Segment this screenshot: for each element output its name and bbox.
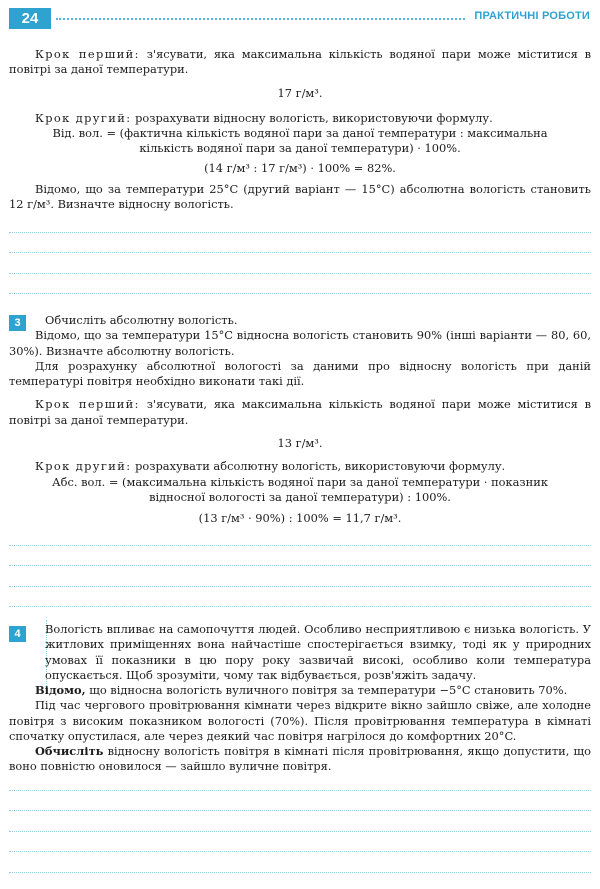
answer-line[interactable] bbox=[9, 212, 591, 233]
task4-para2 bbox=[9, 683, 591, 698]
step1-value: 17 г/м³. bbox=[277, 85, 323, 100]
task3-formula-line1: Абс. вол. = (максимальна кількість водяної пари за даної температури · показник bbox=[52, 474, 548, 489]
answer-line[interactable] bbox=[9, 791, 591, 812]
task4-badge: 4 bbox=[9, 626, 26, 642]
task3-step2-text: розрахувати абсолютну вологість, використовуючи формулу. bbox=[131, 459, 506, 474]
answer-line[interactable] bbox=[9, 274, 591, 295]
task4-para2-rest: що відносна вологість вуличного повітря за температури −5°C становить 70%. bbox=[85, 683, 568, 697]
task-statement: Відомо, що за температури 25°C (другий варіант — 15°C) абсолютна вологість становить 12 г/м³. Визначте відносну вологість. bbox=[9, 182, 591, 212]
task3-title: Обчисліть абсолютну вологість. bbox=[45, 313, 238, 327]
answer-line[interactable] bbox=[9, 546, 591, 567]
answer-line[interactable] bbox=[9, 832, 591, 853]
task3-formula-line2: відносної вологості за даної температури) : 100%. bbox=[149, 489, 451, 504]
step1-text: з'ясувати, яка максимальна кількість водяної пари може міститися в повітрі за даної температури. bbox=[9, 47, 591, 77]
step1-paragraph bbox=[9, 47, 591, 78]
answer-lines-1[interactable] bbox=[9, 212, 591, 294]
step1-label: Крок перший: bbox=[35, 47, 140, 61]
answer-line[interactable] bbox=[9, 566, 591, 587]
answer-lines-3[interactable] bbox=[9, 770, 591, 873]
task4-para4-rest: відносну вологість повітря в кімнаті після провітрювання, якщо допустити, що воно повністю оновилося — зайшло вуличне повітря. bbox=[9, 744, 591, 774]
task3-step1-text: з'ясувати, яка максимальна кількість водяної пари може міститися в повітрі за даної температури. bbox=[9, 397, 591, 427]
task4-block bbox=[45, 622, 591, 683]
task3-step2-label: Крок другий: bbox=[35, 459, 132, 474]
task3-step1 bbox=[9, 397, 591, 428]
answer-line[interactable] bbox=[9, 770, 591, 791]
answer-line[interactable] bbox=[9, 587, 591, 608]
answer-line[interactable] bbox=[9, 811, 591, 832]
step2-text: розрахувати відносну вологість, використовуючи формулу. bbox=[131, 110, 493, 125]
task3-calculation: (13 г/м³ · 90%) : 100% = 11,7 г/м³. bbox=[198, 511, 402, 526]
task3-block bbox=[9, 313, 591, 527]
task3-badge: 3 bbox=[9, 315, 26, 331]
page-number: 24 bbox=[9, 8, 51, 29]
formula-line2: кількість водяної пари за даної температури) · 100%. bbox=[139, 141, 461, 156]
answer-line[interactable] bbox=[9, 233, 591, 254]
task4-para1: Вологість впливає на самопочуття людей. Особливо несприятливою є низька вологість. У житлових приміщеннях вона найчастіше спостерігається взимку, тоді як у природних умовах її показники в цю пору року зазвичай високі, особливо коли температура опускається. Щоб зрозуміти, чому так відбувається, розв'яжіть задачу. bbox=[45, 622, 591, 682]
answer-line[interactable] bbox=[9, 852, 591, 873]
answer-line[interactable] bbox=[9, 253, 591, 274]
task4-block-cont bbox=[9, 683, 591, 775]
task4-para3: Під час чергового провітрювання кімнати через відкрите вікно зайшло свіже, але холодне повітря з високим показником вологості (70%). Після провітрювання температура в кімнаті спочатку опустилася, але через деякий час повітря нагрілося до комфортних 20°C. bbox=[9, 698, 591, 743]
answer-lines-2[interactable] bbox=[9, 525, 591, 607]
section-title: ПРАКТИЧНІ РОБОТИ bbox=[474, 10, 590, 22]
formula-line1: Від. вол. = (фактична кількість водяної пари за даної температури : максимальна bbox=[52, 126, 548, 141]
header-divider bbox=[56, 18, 465, 20]
task4-para2-bold: Відомо, bbox=[35, 683, 86, 697]
step2-paragraph bbox=[9, 111, 591, 126]
task4-para4-bold: Обчисліть bbox=[35, 744, 104, 759]
task3-step1-value: 13 г/м³. bbox=[277, 436, 323, 451]
task2-continuation bbox=[9, 47, 591, 213]
task3-given: Відомо, що за температури 15°C відносна вологість становить 90% (інші варіанти — 80, 60, 30%). Визначте абсолютну вологість. bbox=[9, 328, 591, 358]
task3-intro: Для розрахунку абсолютної вологості за даними про відносну вологість при даній температурі повітря необхідно виконати такі дії. bbox=[9, 358, 591, 389]
step2-label: Крок другий: bbox=[35, 110, 132, 125]
task3-step1-label: Крок перший: bbox=[35, 397, 140, 412]
task3-step2 bbox=[9, 459, 591, 474]
calculation: (14 г/м³ : 17 г/м³) · 100% = 82%. bbox=[204, 160, 396, 175]
answer-line[interactable] bbox=[9, 525, 591, 546]
